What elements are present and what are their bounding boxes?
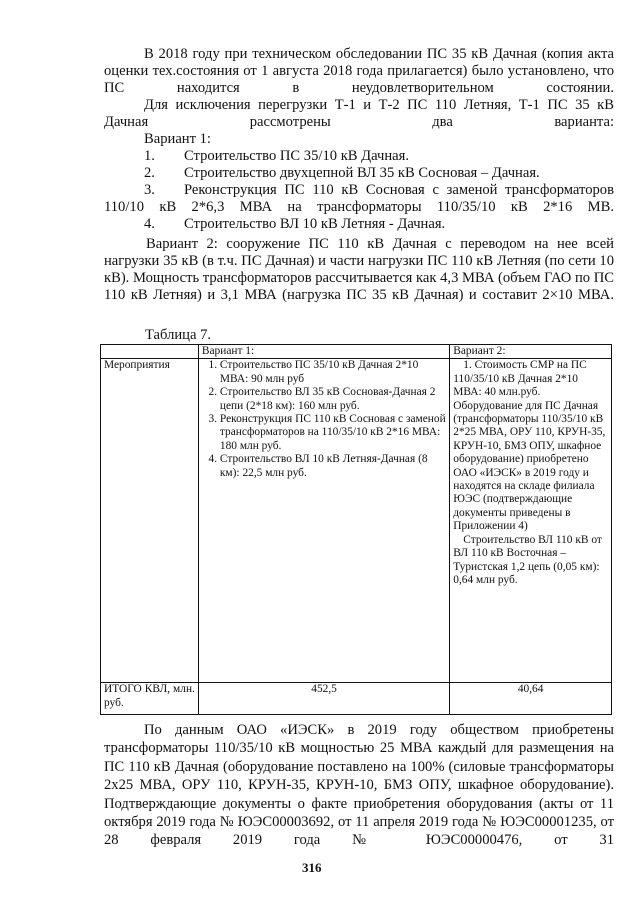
table-header-row — [101, 345, 612, 359]
list-item: 2. Строительство ВЛ 35 кВ Сосновая-Дачная 2 цепи (2*18 км): 160 млн руб. — [220, 386, 446, 413]
list-item: 3. Реконструкция ПС 110 кВ Сосновая с заменой трансформаторов на 110/35/10 кВ 2*16 МВА: 180 млн руб. — [220, 413, 446, 453]
table-7 — [100, 344, 612, 715]
table-header-cell — [101, 345, 199, 359]
table-header-cell: Вариант 1: — [198, 345, 449, 359]
table-row — [101, 683, 612, 715]
list-item: 1. Строительство ПС 35/10 кВ Дачная 2*10 МВА: 90 млн руб — [220, 359, 446, 386]
paragraph-inspection: В 2018 году при техническом обследовании ПС 35 кВ Дачная (копия акта оценки тех.состояния от 1 августа 2018 года прилагается) было установлено, что ПС находится в неудовлетворительном состоянии. — [104, 46, 614, 96]
row-label: ИТОГО КВЛ, млн. руб. — [101, 683, 199, 715]
total-cell: 452,5 — [198, 683, 449, 715]
variant1-item-num: 4. — [144, 216, 155, 232]
variant1-item-text: Строительство ПС 35/10 кВ Дачная. — [184, 148, 410, 164]
variant1-cell — [198, 359, 449, 683]
variant1-item-num: 3. — [144, 182, 155, 198]
variant2-text: 1. Стоимость СМР на ПС 110/35/10 кВ Дачная 2*10 МВА: 40 млн.руб. Оборудование для ПС Дачная (трансформаторы 110/35/10 кВ 2*25 МВА, ОРУ 110, КРУН-35, КРУН-10, БМЗ ОПУ, шкафное оборудование) приобретено ОАО «ИЭСК» в 2019 году и находятся на складе филиала ЮЭС (подтверждающие документы приведены в Приложении 4) — [453, 359, 606, 533]
paragraph-variant2: Вариант 2: сооружение ПС 110 кВ Дачная с переводом на нее всей нагрузки 35 кВ (в т.ч. ПС Дачная) и части нагрузки ПС 110 кВ Летняя (по сети 10 кВ). Мощность трансформаторов рассчитывается как 4,3 МВА (объем ГАО по ПС 110 кВ Летняя) и 3,1 МВА (нагрузка ПС 35 кВ Дачная) и составит 2×10 МВА. — [104, 236, 615, 303]
variant1-title: Вариант 1: — [144, 131, 211, 147]
table-row — [101, 359, 612, 683]
variant1-item-text: Реконструкция ПС 110 кВ Сосновая с заменой трансформаторов 110/10 кВ 2*6,3 МВА на трансформаторы 110/35/10 кВ 2*16 МВ. — [104, 182, 614, 215]
row-label: Мероприятия — [101, 359, 199, 683]
list-item: 4. Строительство ВЛ 10 кВ Летняя-Дачная (8 км): 22,5 млн руб. — [220, 453, 446, 480]
page-number: 316 — [302, 860, 322, 875]
variant2-text: Строительство ВЛ 110 кВ от ВЛ 110 кВ Восточная –Туристская 1,2 цепь (0,05 км): 0,64 млн руб. — [453, 533, 602, 586]
total-cell: 40,64 — [450, 683, 612, 715]
variant2-cell — [450, 359, 612, 683]
variant1-item-text: Строительство ВЛ 10 кВ Летняя - Дачная. — [184, 216, 446, 232]
variant1-item-text: Строительство двухцепной ВЛ 35 кВ Сосновая – Дачная. — [184, 165, 540, 181]
table-caption: Таблица 7. — [145, 327, 212, 343]
table-header-cell: Вариант 2: — [450, 345, 612, 359]
paragraph-options-intro: Для исключения перегрузки Т-1 и Т-2 ПС 110 Летняя, Т-1 ПС 35 кВ Дачная рассмотрены два варианта: — [104, 97, 614, 130]
paragraph-purchase: По данным ОАО «ИЭСК» в 2019 году обществом приобретены трансформаторы 110/35/10 кВ мощностью 25 МВА каждый для размещения на ПС 110 кВ Дачная (оборудование поставлено на 100% (силовые трансформаторы 2х25 МВА, ОРУ 110, КРУН-35, КРУН-10, БМЗ ОПУ, шкафное оборудование). Подтверждающие документы о факте приобретения оборудования (акты от 11 октября 2019 года № ЮЭС00003692, от 11 апреля 2019 года № ЮЭС00001235, от 28 февраля 2019 года № ЮЭС00000476, от 31 — [104, 722, 614, 849]
variant1-item-num: 2. — [144, 165, 155, 181]
variant1-item-num: 1. — [144, 148, 155, 164]
